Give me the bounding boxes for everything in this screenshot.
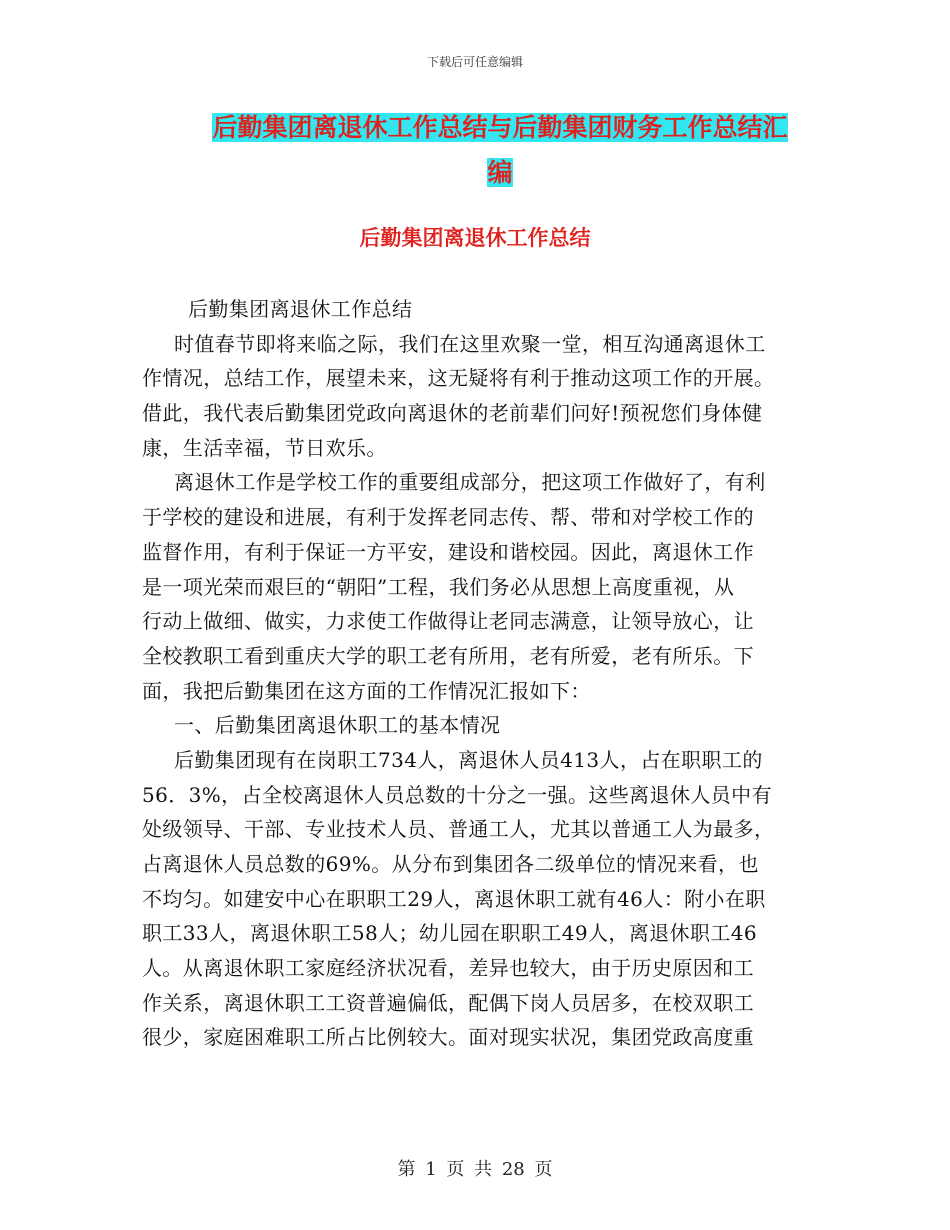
body-line: 很少，家庭困难职工所占比例较大。面对现实状况，集团党政高度重 <box>142 1025 754 1050</box>
document-title-text-1: 后勤集团离退休工作总结与后勤集团财务工作总结汇 <box>212 113 788 142</box>
document-title-text-2: 编 <box>487 158 513 187</box>
body-line: 职工33人，离退休职工58人；幼儿园在职职工49人，离退休职工46 <box>142 921 757 946</box>
body-line: 作情况，总结工作，展望未来，这无疑将有利于推动这项工作的开展。 <box>142 366 775 391</box>
body-line: 于学校的建设和进展，有利于发挥老同志传、帮、带和对学校工作的 <box>142 505 754 530</box>
body-line: 人。从离退休职工家庭经济状况看，差异也较大，由于历史原因和工 <box>142 956 754 981</box>
body-line: 监督作用，有利于保证一方平安，建设和谐校园。因此，离退休工作 <box>142 539 754 564</box>
body-line: 全校教职工看到重庆大学的职工老有所用，老有所爱，老有所乐。下 <box>142 643 754 668</box>
header-note: 下载后可任意编辑 <box>426 55 523 69</box>
sub-heading: 一、后勤集团离退休职工的基本情况 <box>174 713 501 738</box>
body-line: 不均匀。如建安中心在职职工29人，离退休职工就有46人：附小在职 <box>142 886 766 911</box>
body-line: 占离退休人员总数的69%。从分布到集团各二级单位的情况来看，也 <box>142 852 759 876</box>
section-title: 后勤集团离退休工作总结 <box>359 226 591 250</box>
document-title-line-2 <box>140 158 860 188</box>
body-line: 56．3%，占全校离退休人员总数的十分之一强。这些离退休人员中有 <box>142 782 772 807</box>
body-line: 离退休工作是学校工作的重要组成部分，把这项工作做好了，有利 <box>174 470 766 495</box>
body-line: 后勤集团现有在岗职工734人，离退休人员413人，占在职职工的 <box>174 747 763 772</box>
body-line: 借此，我代表后勤集团党政向离退休的老前辈们问好!预祝您们身体健 <box>142 401 763 426</box>
body-text <box>142 292 808 1055</box>
document-title-line-1 <box>140 113 860 143</box>
body-line: 处级领导、干部、专业技术人员、普通工人，尤其以普通工人为最多， <box>142 817 775 842</box>
body-line: 行动上做细、做实，力求使工作做得让老同志满意，让领导放心，让 <box>142 609 754 634</box>
body-line: 时值春节即将来临之际，我们在这里欢聚一堂，相互沟通离退休工 <box>174 331 766 356</box>
paragraph-heading: 后勤集团离退休工作总结 <box>188 297 413 321</box>
body-line: 作关系，离退休职工工资普遍偏低，配偶下岗人员居多，在校双职工 <box>142 990 754 1015</box>
page-footer: 第 1 页 共 28 页 <box>397 1159 553 1180</box>
body-line: 康，生活幸福，节日欢乐。 <box>142 435 387 460</box>
body-line: 面，我把后勤集团在这方面的工作情况汇报如下： <box>142 678 591 703</box>
body-line: 是一项光荣而艰巨的“朝阳”工程，我们务必从思想上高度重视，从 <box>142 574 735 599</box>
